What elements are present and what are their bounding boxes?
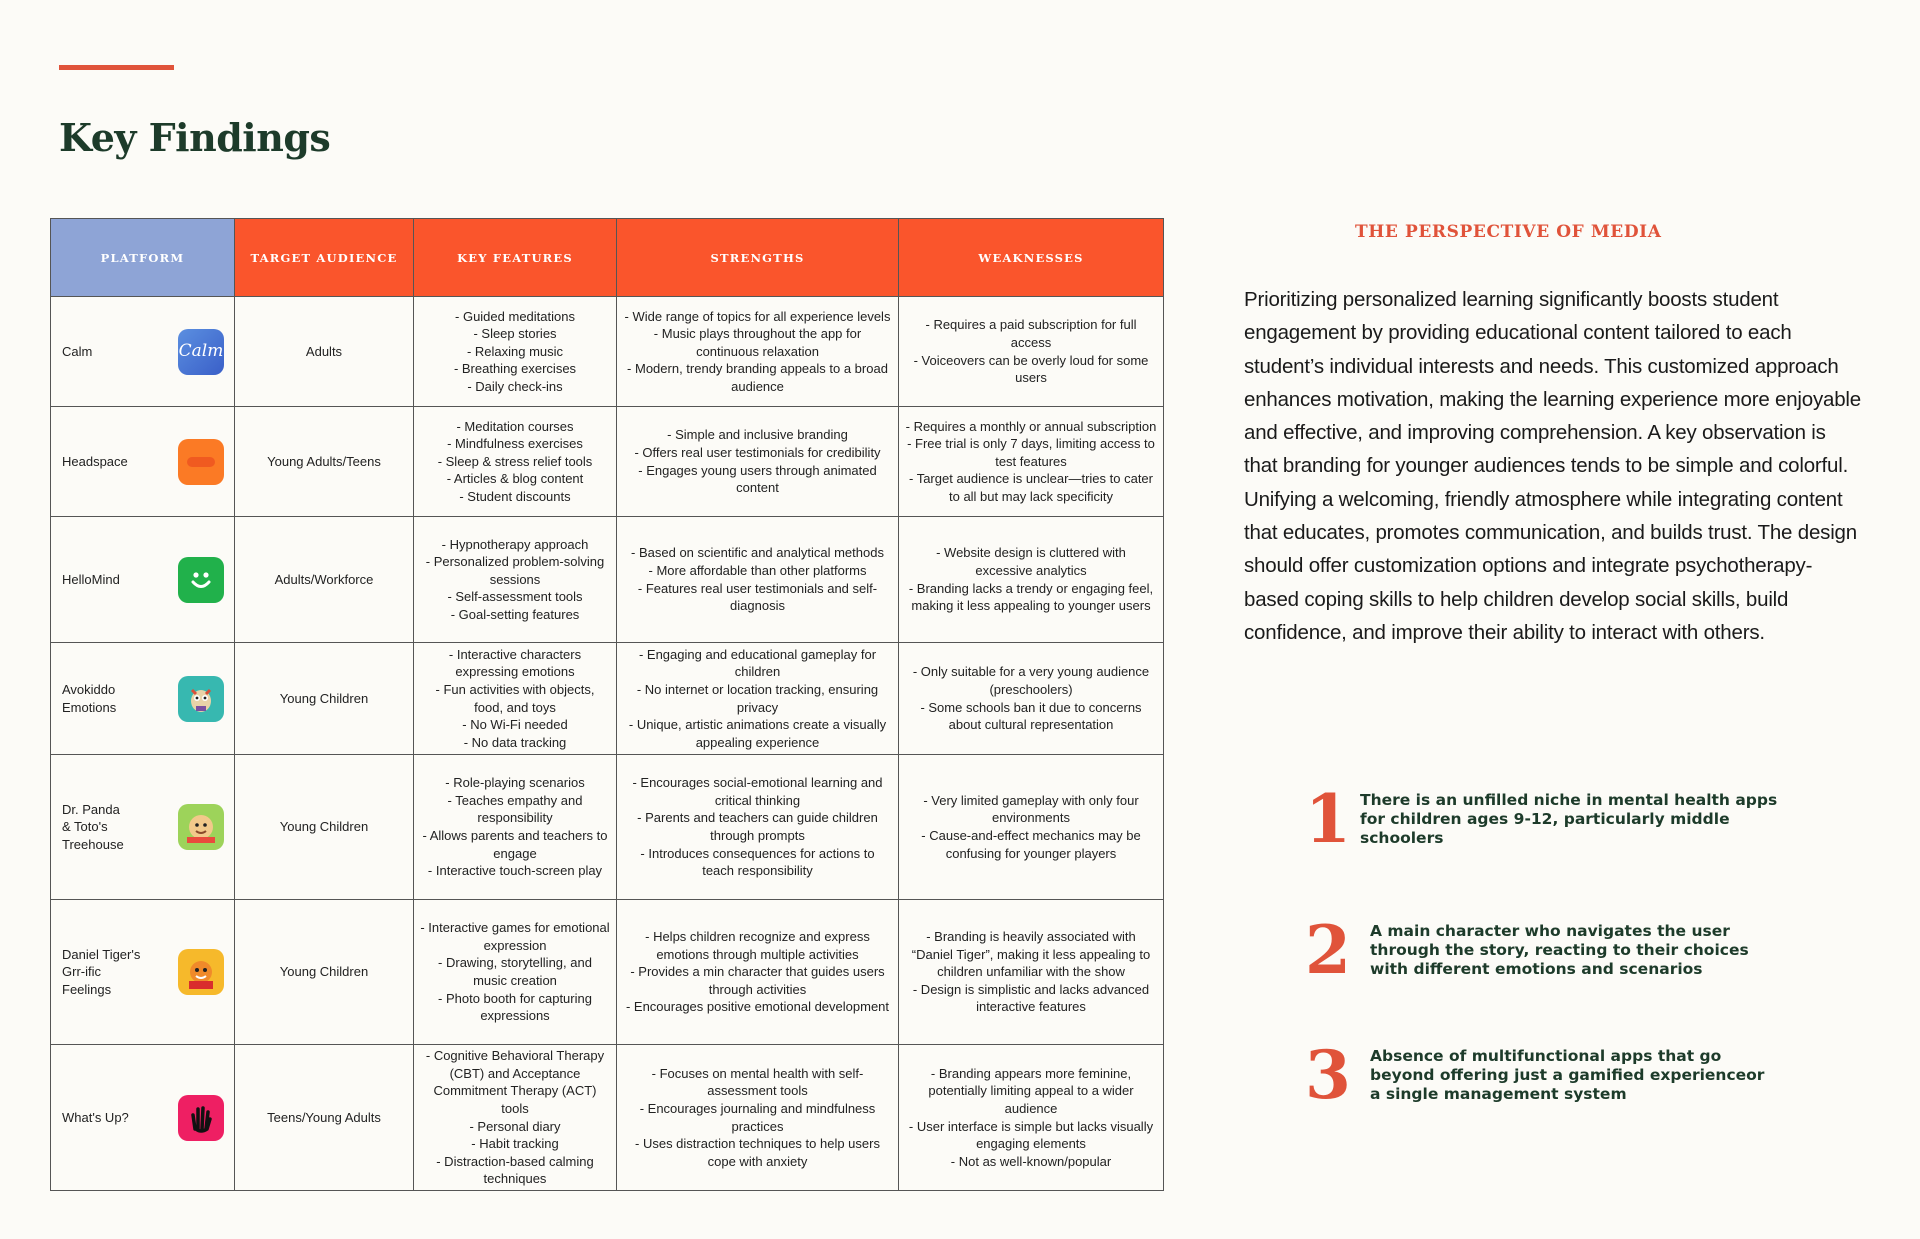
cell-weaknesses <box>899 407 1164 517</box>
cell-strengths <box>617 755 899 900</box>
cell-line: about cultural representation <box>948 717 1114 733</box>
cell-key-features <box>414 407 617 517</box>
cell-line: - Requires a paid subscription for full <box>925 317 1137 333</box>
cell-line: - Self-assessment tools <box>447 589 583 605</box>
finding-1 <box>1302 780 1780 858</box>
cell-line: - Voiceovers can be overly loud for some <box>913 352 1149 368</box>
cell-line: - Offers real user testimonials for credibility <box>634 444 881 460</box>
cell-key-features <box>414 517 617 643</box>
cell-line: - More affordable than other platforms <box>648 562 867 578</box>
cell-line: - Personalized problem-solving <box>425 554 605 570</box>
cell-line: - Breathing exercises <box>453 361 577 377</box>
media-heading: THE PERSPECTIVE OF MEDIA <box>1355 222 1662 242</box>
cell-line: - Articles & blog content <box>446 471 584 487</box>
cell-line: - Hypnotherapy approach <box>441 536 589 552</box>
cell-line: - Fun activities with objects, <box>435 681 595 697</box>
table-header-row <box>51 219 1164 297</box>
header-key-features: KEY FEATURES <box>414 219 617 297</box>
header-strengths: STRENGTHS <box>617 219 899 297</box>
cell-line: cope with anxiety <box>707 1153 808 1169</box>
cell-line: - Relaxing music <box>466 343 564 359</box>
cell-line: - Wide range of topics for all experience levels <box>624 308 891 324</box>
cell-line: - Design is simplistic and lacks advanced <box>912 981 1150 997</box>
cell-target-audience: Teens/Young Adults <box>235 1045 414 1191</box>
cell-line: assessment tools <box>707 1083 808 1099</box>
cell-line: emotions through multiple activities <box>656 946 859 962</box>
cell-line: - Goal-setting features <box>450 606 580 622</box>
cell-line: - Interactive characters <box>448 646 582 662</box>
media-paragraph: Prioritizing personalized learning significantly boosts student engagement by providing educational content tailored to each student’s individual interests and needs. This customized approach enhances motivation, making the learning experience more enjoyable and effective, and improving comprehension. A key observation is that branding for younger audiences tends to be simple and colorful. Unifying a welcoming, friendly atmosphere while integrating content that educates, promotes communication, and builds trust. The design should offer customization options and integrate psychotherapy-based coping skills to help children develop social skills, build confidence, and improve their ability to interact with others. <box>1244 288 1861 644</box>
cell-line: expressions <box>480 1008 550 1024</box>
cell-strengths <box>617 297 899 407</box>
cell-line: - Features real user testimonials and self- <box>637 580 878 596</box>
header-platform: PLATFORM <box>51 219 235 297</box>
finding-number: 1 <box>1305 780 1351 858</box>
cell-line: - Daily check-ins <box>467 378 563 394</box>
platform-name: Daniel Tiger's Grr-ific Feelings <box>62 946 141 997</box>
daniel-tiger-app-icon <box>178 949 224 995</box>
hellomind-app-icon <box>178 557 224 603</box>
cell-line: - Target audience is unclear—tries to cater <box>909 471 1153 487</box>
calm-app-icon: Calm <box>178 329 224 375</box>
cell-line: - Modern, trendy branding appeals to a broad <box>627 361 888 377</box>
cell-line: - Engages young users through animated <box>638 462 877 478</box>
cell-line: through prompts <box>710 828 805 843</box>
finding-number: 2 <box>1305 911 1351 989</box>
cell-line: sessions <box>489 571 541 587</box>
cell-line: - Website design is cluttered with <box>936 545 1126 561</box>
cell-line: - Guided meditations <box>455 308 575 324</box>
cell-line: - Encourages journaling and mindfulness <box>639 1100 876 1116</box>
cell-line: - Teaches empathy and <box>447 792 583 808</box>
cell-line: expressing emotions <box>455 664 575 680</box>
cell-target-audience: Young Adults/Teens <box>235 407 414 517</box>
cell-line: to all but may lack specificity <box>948 488 1113 504</box>
cell-line: critical thinking <box>714 792 801 808</box>
table-row <box>51 297 1164 407</box>
table-row <box>51 900 1164 1045</box>
accent-bar <box>59 65 174 70</box>
cell-line: - Mindfulness exercises <box>447 436 583 452</box>
cell-line: - Introduces consequences for actions to <box>640 845 875 861</box>
cell-line: - No data tracking <box>463 734 567 750</box>
cell-line: audience <box>1004 1100 1058 1116</box>
finding-2 <box>1302 911 1790 989</box>
table-row <box>51 517 1164 643</box>
cell-line: responsibility <box>477 810 553 826</box>
cell-line: users <box>1015 370 1047 386</box>
cell-line: - Only suitable for a very young audience <box>912 664 1150 680</box>
cell-line: - Cognitive Behavioral Therapy <box>425 1048 605 1064</box>
cell-line: appealing experience <box>695 734 820 750</box>
cell-line: making it less appealing to younger users <box>911 598 1151 614</box>
cell-weaknesses <box>899 1045 1164 1191</box>
cell-line: - Branding is heavily associated with <box>926 929 1136 945</box>
table-row <box>51 1045 1164 1191</box>
cell-line: children unfamiliar with the show <box>937 964 1125 980</box>
cell-target-audience: Young Children <box>235 643 414 755</box>
cell-line: - Role-playing scenarios <box>445 775 585 791</box>
whats-up-app-icon <box>178 1095 224 1141</box>
platform-name: Dr. Panda & Toto's Treehouse <box>62 801 124 852</box>
avokiddo-app-icon <box>178 676 224 722</box>
header-target-audience: TARGET AUDIENCE <box>235 219 414 297</box>
cell-line: tools <box>501 1100 529 1116</box>
cell-line: - No Wi-Fi needed <box>462 717 568 733</box>
cell-line: - Helps children recognize and express <box>645 929 870 945</box>
cell-line: diagnosis <box>730 598 785 614</box>
cell-line: - Engaging and educational gameplay for <box>638 646 877 662</box>
cell-line: - Sleep & stress relief tools <box>437 453 593 469</box>
cell-key-features <box>414 643 617 755</box>
cell-key-features <box>414 755 617 900</box>
cell-line: - Based on scientific and analytical methods <box>631 545 884 561</box>
cell-target-audience: Young Children <box>235 755 414 900</box>
cell-platform <box>51 297 235 407</box>
platform-name: Headspace <box>62 453 128 469</box>
cell-line: - Meditation courses <box>456 418 574 434</box>
cell-key-features <box>414 1045 617 1191</box>
cell-line: - Requires a monthly or annual subscription <box>905 418 1157 434</box>
cell-target-audience: Young Children <box>235 900 414 1045</box>
cell-line: - Photo booth for capturing <box>438 990 592 1006</box>
cell-line: - Free trial is only 7 days, limiting access to <box>907 436 1155 452</box>
cell-line: potentially limiting appeal to a wider <box>928 1083 1134 1099</box>
cell-line: - Cause-and-effect mechanics may be <box>921 828 1141 843</box>
cell-line: - Branding lacks a trendy or engaging feel, <box>908 580 1154 596</box>
cell-target-audience: Adults/Workforce <box>235 517 414 643</box>
table-row <box>51 643 1164 755</box>
cell-platform <box>51 517 235 643</box>
cell-line: expression <box>483 937 547 953</box>
cell-strengths <box>617 407 899 517</box>
cell-line: - No internet or location tracking, ensuring <box>636 681 879 697</box>
cell-line: - Student discounts <box>459 488 571 504</box>
platform-name: Avokiddo Emotions <box>62 682 117 715</box>
cell-line: audience <box>731 378 784 394</box>
cell-line: teach responsibility <box>702 863 813 879</box>
cell-line: content <box>736 480 779 496</box>
cell-line: test features <box>995 453 1067 469</box>
cell-line: - Unique, artistic animations create a visually <box>628 717 887 733</box>
finding-text: A main character who navigates the user through the story, reacting to their choices with different emotions and scenarios <box>1370 921 1749 978</box>
cell-line: - Encourages positive emotional development <box>625 999 890 1015</box>
finding-text: Absence of multifunctional apps that go beyond offering just a gamified experienceor a single management system <box>1370 1046 1765 1103</box>
cell-line: food, and toys <box>474 699 556 715</box>
cell-line: Commitment Therapy (ACT) <box>433 1083 597 1099</box>
cell-platform <box>51 755 235 900</box>
cell-platform <box>51 900 235 1045</box>
cell-weaknesses <box>899 755 1164 900</box>
cell-line: children <box>734 664 781 680</box>
cell-key-features <box>414 297 617 407</box>
page-title: Key Findings <box>59 115 331 160</box>
table-row <box>51 755 1164 900</box>
cell-platform <box>51 643 235 755</box>
cell-strengths <box>617 1045 899 1191</box>
cell-line: access <box>1010 334 1052 350</box>
cell-line: - Parents and teachers can guide children <box>637 810 878 826</box>
comparison-table <box>50 218 1164 1191</box>
table-row <box>51 407 1164 517</box>
cell-line: practices <box>731 1118 784 1134</box>
cell-line: - Interactive touch-screen play <box>427 863 603 879</box>
cell-target-audience: Adults <box>235 297 414 407</box>
cell-line: music creation <box>473 973 557 988</box>
header-weaknesses: WEAKNESSES <box>899 219 1164 297</box>
cell-strengths <box>617 517 899 643</box>
cell-platform <box>51 1045 235 1191</box>
cell-line: - Focuses on mental health with self- <box>651 1065 864 1081</box>
cell-line: environments <box>991 810 1071 826</box>
cell-weaknesses <box>899 517 1164 643</box>
headspace-app-icon <box>178 439 224 485</box>
cell-line: - Habit tracking <box>471 1136 559 1152</box>
cell-line: - Encourages social-emotional learning and <box>632 775 883 791</box>
cell-line: - Interactive games for emotional <box>420 920 610 936</box>
cell-line: techniques <box>483 1171 547 1187</box>
cell-key-features <box>414 900 617 1045</box>
cell-line: - Some schools ban it due to concerns <box>920 699 1142 715</box>
cell-line: - Provides a min character that guides users <box>630 964 885 980</box>
cell-line: privacy <box>736 699 779 715</box>
cell-line: - Simple and inclusive branding <box>667 427 848 443</box>
finding-3 <box>1302 1036 1780 1114</box>
cell-weaknesses <box>899 297 1164 407</box>
platform-name: What's Up? <box>62 1109 129 1125</box>
cell-strengths <box>617 900 899 1045</box>
cell-line: engaging elements <box>976 1136 1086 1152</box>
cell-platform <box>51 407 235 517</box>
cell-line: (CBT) and Acceptance <box>449 1065 581 1081</box>
cell-line: - Drawing, storytelling, and <box>438 955 592 971</box>
cell-weaknesses <box>899 900 1164 1045</box>
cell-line: - Allows parents and teachers to <box>422 828 608 843</box>
finding-text: There is an unfilled niche in mental health apps for children ages 9-12, particularly middle schoolers <box>1360 790 1778 847</box>
cell-line: - Personal diary <box>469 1118 561 1134</box>
cell-line: through activities <box>708 981 807 997</box>
cell-line: “Daniel Tiger”, making it less appealing to <box>911 946 1151 962</box>
cell-line: - User interface is simple but lacks visually <box>908 1118 1154 1134</box>
cell-line: - Not as well-known/popular <box>950 1153 1112 1169</box>
cell-line: - Branding appears more feminine, <box>930 1065 1132 1081</box>
cell-line: (preschoolers) <box>989 681 1073 697</box>
finding-number: 3 <box>1305 1036 1351 1114</box>
cell-line: - Music plays throughout the app for <box>653 326 862 342</box>
platform-name: HelloMind <box>62 571 120 587</box>
cell-weaknesses <box>899 643 1164 755</box>
cell-line: - Distraction-based calming <box>436 1153 594 1169</box>
cell-line: - Very limited gameplay with only four <box>923 792 1139 808</box>
platform-name: Calm <box>62 343 93 359</box>
cell-line: - Uses distraction techniques to help users <box>635 1136 880 1152</box>
cell-line: - Sleep stories <box>473 326 557 342</box>
cell-line: confusing for younger players <box>945 845 1117 861</box>
cell-line: excessive analytics <box>975 562 1087 578</box>
cell-line: continuous relaxation <box>696 343 819 359</box>
cell-line: engage <box>493 845 537 861</box>
dr-panda-app-icon <box>178 804 224 850</box>
cell-line: interactive features <box>976 999 1086 1015</box>
cell-strengths <box>617 643 899 755</box>
